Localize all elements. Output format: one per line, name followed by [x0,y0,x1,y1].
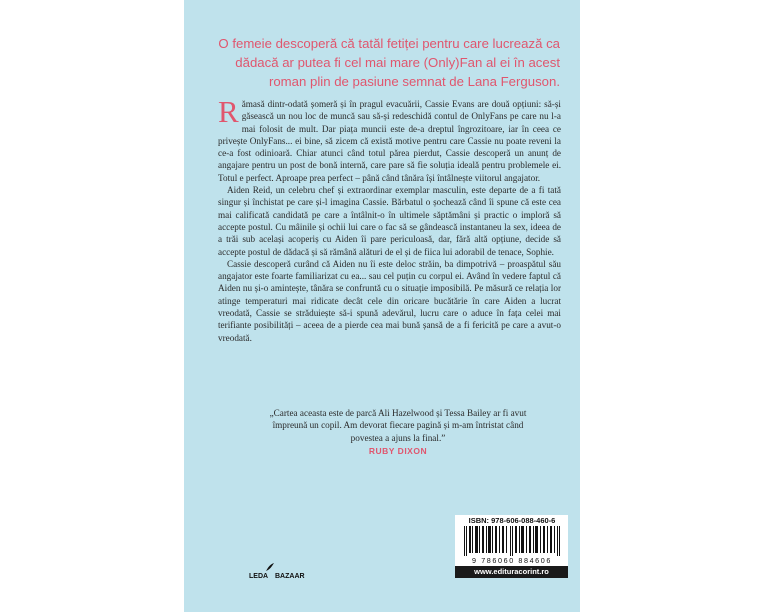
dropcap: R [218,94,239,129]
blurb-paragraph-1 [218,94,561,184]
tagline: O femeie descoperă că tatăl fetiței pentru care lucrează ca dădacă ar putea fi cel mai mare (Only)Fan al ei în acest roman plin de pasiune semnat de Lana Ferguson. [218,36,560,89]
review-author: RUBY DIXON [368,446,428,456]
review-quote: „Cartea aceasta este de parcă Ali Hazelwood și Tessa Bailey ar fi avut împreună un copil. Am devorat fiecare pagină și m-am întristat când povestea a ajuns la final.” [269,408,527,443]
blurb-paragraph-3: Cassie descoperă curând că Aiden nu îi este deloc străin, ba dimpotrivă – proaspătul său angajator este foarte familiarizat cu ea... sau cel puțin cu corpul ei. Având în vedere faptul că Aiden nu și-o amintește, tânăra se confruntă cu o situație imposibilă. Pe măsură ce relația lor atinge temperaturi mai ridicate decât cele din oricare bucătărie în care Aiden a lucrat vreodată, Cassie se străduiește să-i spună adevărul, lucru care o aduce în fața celei mai terifiante posibilități – aceea de a pierde cea mai bună șansă de a fi fericită pe care a avut-o vreodată. [218,258,561,343]
isbn-label: ISBN: 978-606-088-460-6 [468,516,556,525]
publisher-leda: LEDA [249,573,269,580]
publisher-bazaar: BAZAAR [275,573,305,580]
publisher-logo [249,562,305,580]
blurb-paragraph-1-text: ămasă dintr-odată șomeră și în pragul evacuării, Cassie Evans are două opțiuni: să-și găsească un nou loc de muncă sau să-și redeschidă contul de OnlyFans pe care nu l-a mai folosit de mult. Dar piața muncii este de-a dreptul îngrozitoare, iar în ceea ce privește OnlyFans... ei bine, să zicem că există motive pentru care Cassie nu poate reveni la ce-a fost odinioară. Chiar atunci când totul părea pierdut, Cassie descoperă un anunț de angajare pentru un post de bonă internă, care pare să fie soluția ideală pentru problemele ei. Totul e perfect. Aproape prea perfect – până când tânăra își întâlnește viitorul angajator. [218,99,561,183]
barcode-icon [464,526,560,556]
blurb-paragraph-2: Aiden Reid, un celebru chef și extraordinar exemplar masculin, este departe de a fi tată singur și închistat pe care și-l imagina Cassie. Bărbatul o șochează când îi spune că este cea mai calificată candidată pe care a întâlnit-o în ultimele săptămâni și practic o imploră să accepte postul. Cu mâinile și ochii lui care o fac să se gândească instantaneu la sex, ideea de a trăi sub același acoperiș cu Aiden îi pare periculoasă, dar, fără altă opțiune, decide să accepte postul de dădacă și să rămână alături de el și de fiica lui adorabil de tenace, Sophie. [218,185,561,257]
barcode-number: 9 786060 884606 [472,556,552,565]
publisher-website: www.edituracorint.ro [455,566,568,578]
bird-icon [265,562,275,573]
blurb [218,94,561,344]
